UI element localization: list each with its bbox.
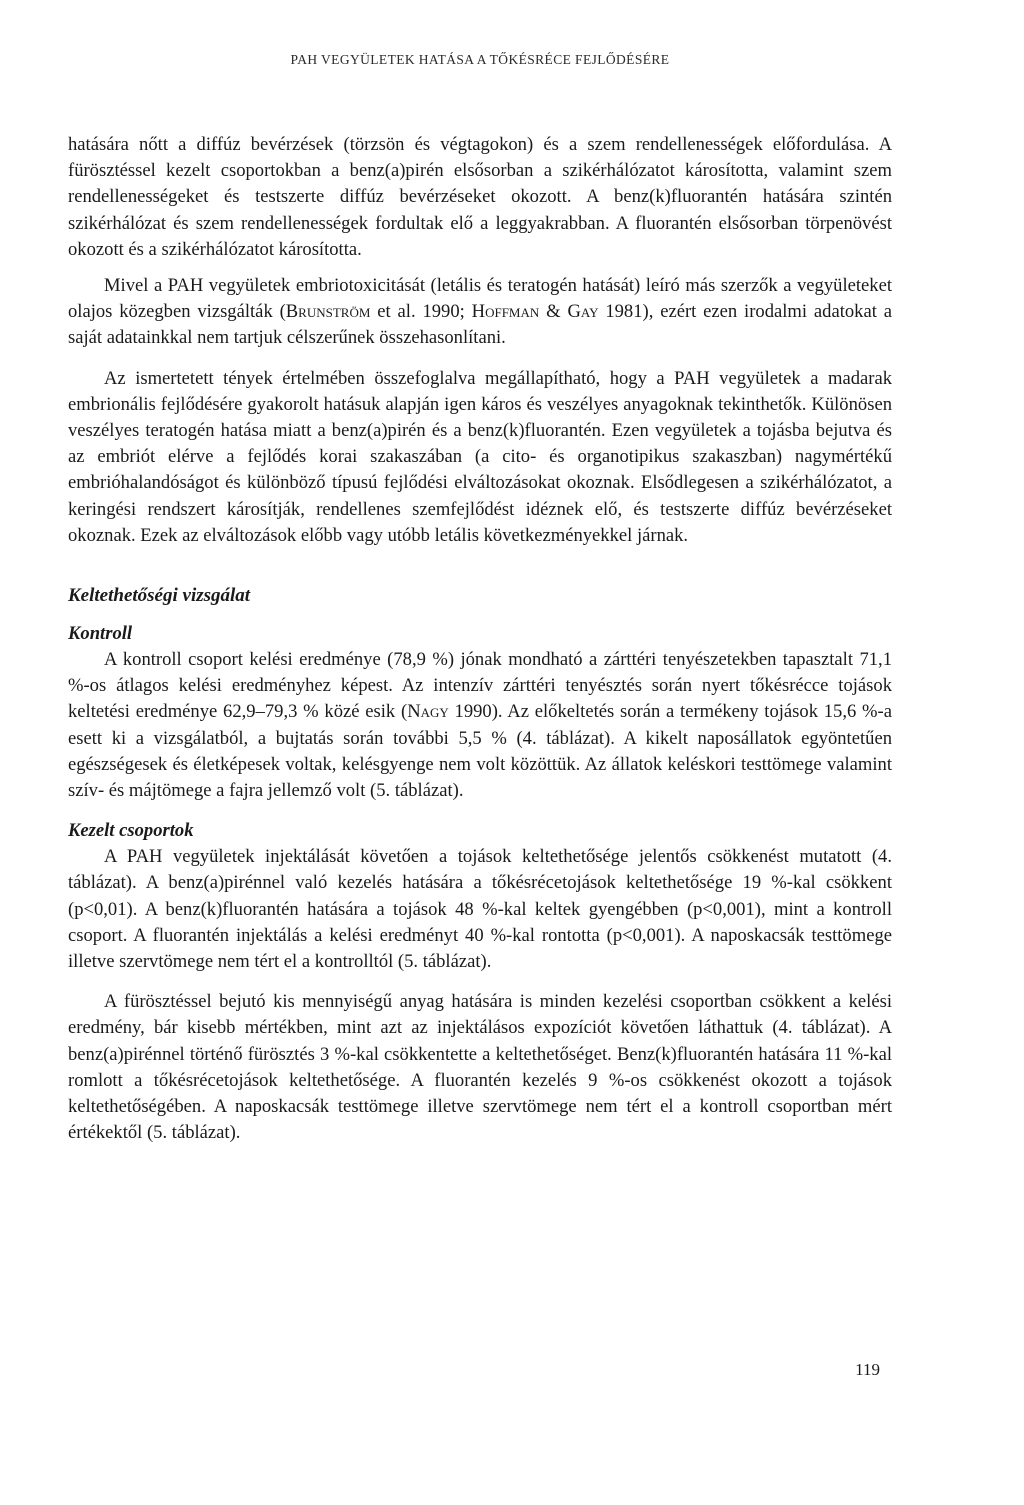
paragraph-1: hatására nőtt a diffúz bevérzések (törzsön és végtagokon) és a szem rendellenességek előfordulása. A fürösztéssel kezelt csoportokban a benz(a)pirén elsősorban a szikérhálózatot károsította, valamint szem rendellenességeket és testszerte diffúz bevérzéseket okozott. A benz(k)fluorantén hatására szintén szikérhálózat és szem rendellenességek fordultak elő a leggyakrabban. A fluorantén elsősorban törpenövést okozott és a szikérhálózatot károsította. <box>68 134 892 260</box>
subheading-treated-groups: Kezelt csoportok <box>68 820 194 842</box>
paragraph-2-text-b: et al. 1990; <box>370 301 472 323</box>
citation-author-hoffman: Hoffman <box>471 301 540 323</box>
citation-author-gay: Gay <box>567 301 599 323</box>
paragraph-4-text-b: 1990). Az előkeltetés során a termékeny tojások 15,6 %-a esett ki a vizsgálatból, a bujtatás során további 5,5 % (4. táblázat). A kikelt naposállatok egyöntetűen egészségesek és életképesek voltak, kelésgyenge nem volt közöttük. Az állatok keléskori testtömege valamint szív- és májtömege a fajra jellemző volt (5. táblázat). <box>68 701 892 802</box>
paragraph-6: A fürösztéssel bejutó kis mennyiségű anyag hatására is minden kezelési csoportban csökkent a kelési eredmény, bár kisebb mértékben, mint azt az injektálásos expozíciót követően láthattuk (4. táblázat). A benz(a)pirénnel történő fürösztés 3 %-kal csökkentette a keltethetőséget. Benz(k)fluorantén hatására 11 %-kal romlott a tőkésrécetojások keltethetősége. A fluorantén kezelés 9 %-os csökkenést okozott a tojások keltethetőségében. A naposkacsák testtömege illetve szervtömege nem tért el a kontroll csoportban mért értékektől (5. táblázat). <box>68 991 892 1144</box>
citation-author-nagy: Nagy <box>407 701 449 723</box>
subheading-control: Kontroll <box>68 623 133 645</box>
paragraph-4 <box>68 647 892 804</box>
paragraph-4-text-a: A kontroll csoport kelési eredménye (78,9 %) jónak mondható a zárttéri tenyészetekben tapasztalt 71,1 %-os átlagos kelési eredményhez képest. Az intenzív zárttéri tenyésztés során nyert tőkésrécce tojások keltetési eredménye 62,9–79,3 % közé esik ( <box>68 649 892 723</box>
body-text <box>68 132 892 1147</box>
paragraph-5: A PAH vegyületek injektálását követően a tojások keltethetősége jelentős csökkenést mutatott (4. táblázat). A benz(a)pirénnel való kezelés hatására a tőkésrécetojások keltethetősége 19 %-kal csökkent (p<0,01). A benz(k)fluorantén hatására a tojások 48 %-kal keltek gyengébben (p<0,001), mint a kontroll csoport. A fluorantén injektálás a kelési eredményt 40 %-kal rontotta (p<0,001). A naposkacsák testtömege illetve szervtömege nem tért el a kontrolltól (5. táblázat). <box>68 846 892 973</box>
paragraph-3: Az ismertetett tények értelmében összefoglalva megállapítható, hogy a PAH vegyületek a madarak embrionális fejlődésére gyakorolt hatásuk alapján igen káros és veszélyes anyagoknak tekinthetők. Különösen veszélyes teratogén hatása miatt a benz(a)pirén és a benz(k)fluorantén. Ezen vegyületek a tojásba bejutva és az embriót elérve a fejlődés korai szakaszában (a cito- és organotipikus szakaszban) nagymértékű embrióhalandóságot és különböző típusú fejlődési elváltozásokat okoznak. Elsődlegesen a szikérhálózatot, a keringési rendszert károsítják, rendellenes szemfejlődést idéznek elő, és testszerte diffúz bevérzéseket okoznak. Ezek az elváltozások előbb vagy utóbb letális következményekkel járnak. <box>68 367 892 546</box>
paragraph-2-text-a: Mivel a PAH vegyületek embriotoxicitását (letális és teratogén hatását) leíró más szerzők a vegyületeket olajos közegben vizsgálták ( <box>68 275 892 323</box>
page-number: 119 <box>855 1360 880 1379</box>
section-heading-hatchability: Keltethetőségi vizsgálat <box>68 585 251 607</box>
running-head: PAH VEGYÜLETEK HATÁSA A TŐKÉSRÉCE FEJLŐDÉSÉRE <box>290 52 670 67</box>
citation-author-brunstrom: Brunström <box>285 301 371 323</box>
citation-ampersand: & <box>539 301 568 323</box>
paragraph-2 <box>68 273 892 352</box>
document-page <box>68 0 892 1505</box>
paragraph-2-text-c: 1981), ezért ezen irodalmi adatokat a saját adatainkkal nem tartjuk célszerűnek összehasonlítani. <box>68 301 892 349</box>
